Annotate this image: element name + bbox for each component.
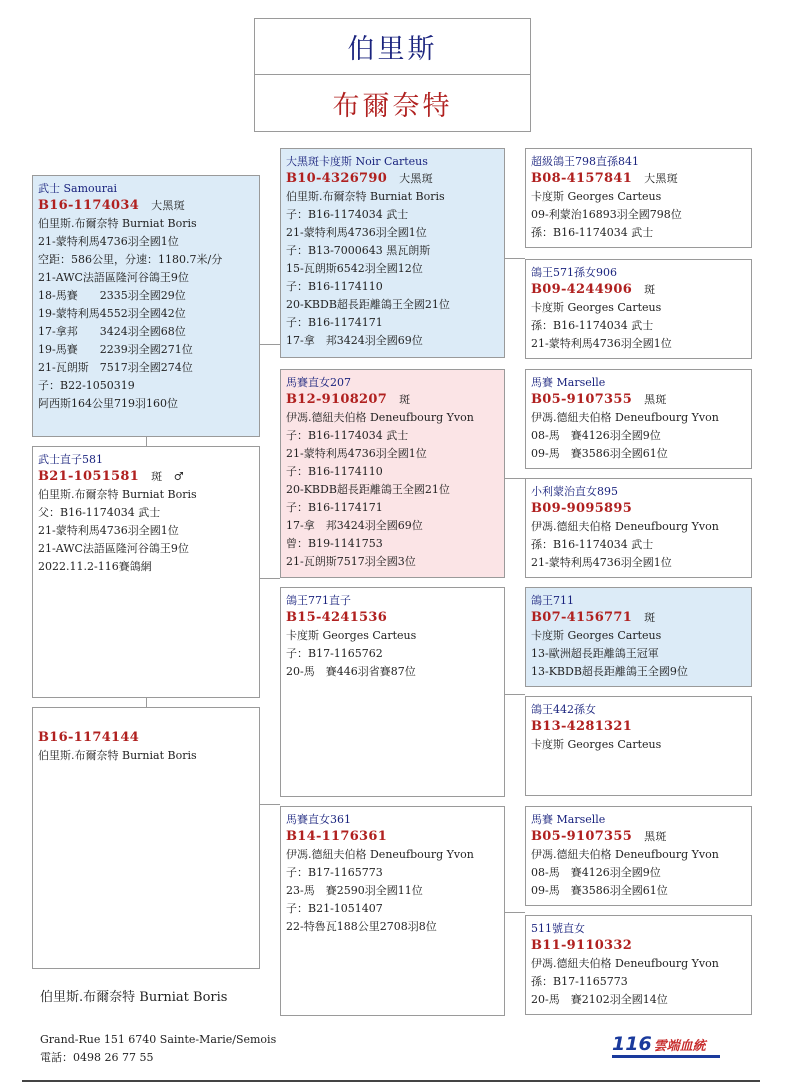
bird-name: 馬賽直女361 xyxy=(286,813,351,826)
bird-detail: 21-AWC法語區隆河谷鴿王9位 xyxy=(38,542,189,555)
title-owner-first: 伯里斯 xyxy=(255,19,530,75)
bird-detail: 子：B16-1174110 xyxy=(286,280,383,293)
bird-detail: 空距：586公里，分速：1180.7米/分 xyxy=(38,253,223,266)
site-logo xyxy=(612,1033,706,1055)
bird-detail: 子：B16-1174171 xyxy=(286,316,383,329)
ring-number: B13-4281321 xyxy=(531,719,633,734)
bird-detail: 15-瓦朗斯6542羽全國12位 xyxy=(286,262,423,275)
pedigree-g3 xyxy=(280,587,505,797)
bird-detail: 08-馬 賽4126羽全國9位 xyxy=(531,866,661,879)
bird-name: 武士 Samourai xyxy=(38,182,118,195)
pedigree-dam xyxy=(32,446,260,698)
bird-name: 511號直女 xyxy=(531,922,585,935)
owner-address: Grand-Rue 151 6740 Sainte-Marie/Semois xyxy=(40,1033,277,1046)
bird-detail: 卡度斯 Georges Carteus xyxy=(531,629,662,642)
ring-number: B16-1174034 xyxy=(38,198,140,213)
bird-name: 武士直子581 xyxy=(38,453,103,466)
bird-color: 斑 xyxy=(644,283,656,296)
logo-text: 雲端血統 xyxy=(653,1039,706,1054)
bird-detail: 伊馮.德紐夫伯格 Deneufbourg Yvon xyxy=(531,520,719,533)
pedigree-gg6 xyxy=(525,696,752,796)
connector-line xyxy=(505,478,525,479)
ring-number: B09-4244906 xyxy=(531,282,633,297)
bird-detail: 子：B13-7000643 黑瓦朗斯 xyxy=(286,244,431,257)
connector-line xyxy=(260,344,280,345)
bird-name: 馬賽 Marselle xyxy=(531,376,606,389)
bird-detail: 伯里斯.布爾奈特 Burniat Boris xyxy=(38,217,197,230)
pedigree-g2 xyxy=(280,369,505,578)
bird-name: 鴿王571孫女906 xyxy=(531,266,617,279)
pedigree-subject xyxy=(32,175,260,437)
bird-detail: 09-利蒙治16893羽全國798位 xyxy=(531,208,682,221)
connector-line xyxy=(505,258,525,259)
bird-detail: 伊馮.德紐夫伯格 Deneufbourg Yvon xyxy=(531,848,719,861)
bird-detail: 21-瓦朗斯7517羽全國3位 xyxy=(286,555,416,568)
bird-detail: 卡度斯 Georges Carteus xyxy=(531,190,662,203)
bird-detail: 卡度斯 Georges Carteus xyxy=(531,301,662,314)
owner-phone: 電話：0498 26 77 55 xyxy=(40,1051,154,1064)
bird-detail: 09-馬 賽3586羽全國61位 xyxy=(531,884,668,897)
bird-detail: 子：B22-1050319 xyxy=(38,379,135,392)
bird-detail: 伊馮.德紐夫伯格 Deneufbourg Yvon xyxy=(531,957,719,970)
bird-detail: 22-特魯瓦188公里2708羽8位 xyxy=(286,920,437,933)
ring-number: B11-9110332 xyxy=(531,938,633,953)
owner-name: 伯里斯.布爾奈特 Burniat Boris xyxy=(40,990,228,1005)
bird-detail: 子：B17-1165773 xyxy=(286,866,383,879)
bird-detail: 阿西斯164公里719羽160位 xyxy=(38,397,178,410)
bird-detail: 孫：B16-1174034 武士 xyxy=(531,319,654,332)
bird-name xyxy=(38,713,254,729)
ring-number: B12-9108207 xyxy=(286,392,388,407)
bottom-divider xyxy=(22,1080,760,1082)
pedigree-gg7 xyxy=(525,806,752,906)
bird-detail: 20-KBDB超長距離鴿王全國21位 xyxy=(286,298,450,311)
pedigree-gg1 xyxy=(525,148,752,248)
pedigree-gg5 xyxy=(525,587,752,687)
bird-detail: 卡度斯 Georges Carteus xyxy=(531,738,662,751)
bird-name: 馬賽 Marselle xyxy=(531,813,606,826)
bird-detail: 21-瓦朗斯 7517羽全國274位 xyxy=(38,361,193,374)
bird-detail: 子：B16-1174171 xyxy=(286,501,383,514)
bird-color: 大黑斑 xyxy=(399,172,433,185)
connector-line xyxy=(260,804,280,805)
bird-color: 斑 xyxy=(399,393,411,406)
bird-detail: 孫：B16-1174034 武士 xyxy=(531,538,654,551)
bird-detail: 21-蒙特利馬4736羽全國1位 xyxy=(38,235,179,248)
bird-detail: 伊馮.德紐夫伯格 Deneufbourg Yvon xyxy=(531,411,719,424)
bird-detail: 13-歐洲超長距離鴿王冠軍 xyxy=(531,647,659,660)
bird-detail: 20-馬 賽2102羽全國14位 xyxy=(531,993,668,1006)
bird-detail: 伯里斯.布爾奈特 Burniat Boris xyxy=(286,190,445,203)
bird-name: 鴿王711 xyxy=(531,594,574,607)
bird-name: 超級鴿王798直孫841 xyxy=(531,155,639,168)
ring-number: B05-9107355 xyxy=(531,829,633,844)
bird-detail: 20-KBDB超長距離鴿王全國21位 xyxy=(286,483,450,496)
bird-name: 馬賽直女207 xyxy=(286,376,351,389)
bird-detail: 伊馮.德紐夫伯格 Deneufbourg Yvon xyxy=(286,848,474,861)
bird-detail: 18-馬賽 2335羽全國29位 xyxy=(38,289,186,302)
bird-detail: 21-AWC法語區隆河谷鴿王9位 xyxy=(38,271,189,284)
pedigree-g1 xyxy=(280,148,505,358)
connector-line xyxy=(505,912,525,913)
pedigree-third xyxy=(32,707,260,969)
logo-underline xyxy=(612,1055,720,1058)
bird-name: 鴿王442孫女 xyxy=(531,703,596,716)
pedigree-g4 xyxy=(280,806,505,1016)
bird-detail: 父：B16-1174034 武士 xyxy=(38,506,161,519)
connector-line xyxy=(146,437,147,446)
logo-number: 116 xyxy=(612,1033,652,1055)
owner-contact xyxy=(40,1031,276,1067)
ring-number: B14-1176361 xyxy=(286,829,388,844)
bird-detail: 子：B16-1174034 武士 xyxy=(286,208,409,221)
connector-line xyxy=(260,578,280,579)
bird-detail: 孫：B16-1174034 武士 xyxy=(531,226,654,239)
bird-detail: 21-蒙特利馬4736羽全國1位 xyxy=(38,524,179,537)
bird-color: 斑 ♂ xyxy=(151,470,184,483)
ring-number: B07-4156771 xyxy=(531,610,633,625)
ring-number: B10-4326790 xyxy=(286,171,388,186)
bird-detail: 21-蒙特利馬4736羽全國1位 xyxy=(531,556,672,569)
bird-detail: 17-拿 邦3424羽全國69位 xyxy=(286,519,423,532)
pedigree-gg4 xyxy=(525,478,752,578)
bird-detail: 20-馬 賽446羽省賽87位 xyxy=(286,665,416,678)
bird-detail: 曾：B19-1141753 xyxy=(286,537,383,550)
ring-number: B09-9095895 xyxy=(531,501,633,516)
bird-detail: 23-馬 賽2590羽全國11位 xyxy=(286,884,423,897)
pedigree-gg8 xyxy=(525,915,752,1015)
connector-line xyxy=(146,698,147,707)
title-owner-last: 布爾奈特 xyxy=(332,91,453,122)
bird-detail: 19-蒙特利馬4552羽全國42位 xyxy=(38,307,186,320)
ring-number: B16-1174144 xyxy=(38,730,140,745)
bird-detail: 09-馬 賽3586羽全國61位 xyxy=(531,447,668,460)
bird-name: 鴿王771直子 xyxy=(286,594,351,607)
connector-line xyxy=(505,694,525,695)
bird-detail: 19-馬賽 2239羽全國271位 xyxy=(38,343,193,356)
title-box xyxy=(254,18,531,132)
bird-detail: 子：B16-1174110 xyxy=(286,465,383,478)
ring-number: B05-9107355 xyxy=(531,392,633,407)
bird-detail: 子：B16-1174034 武士 xyxy=(286,429,409,442)
bird-detail: 2022.11.2-116賽鴿網 xyxy=(38,560,152,573)
ring-number: B15-4241536 xyxy=(286,610,388,625)
bird-color: 斑 xyxy=(644,611,656,624)
bird-name: 大黑斑卡度斯 Noir Carteus xyxy=(286,155,428,168)
bird-detail: 21-蒙特利馬4736羽全國1位 xyxy=(286,447,427,460)
bird-detail: 17-拿邦 3424羽全國68位 xyxy=(38,325,186,338)
bird-color: 大黑斑 xyxy=(644,172,678,185)
bird-detail: 伯里斯.布爾奈特 Burniat Boris xyxy=(38,749,197,762)
bird-detail: 子：B17-1165762 xyxy=(286,647,383,660)
pedigree-gg2 xyxy=(525,259,752,359)
bird-color: 黑斑 xyxy=(644,830,667,843)
bird-detail: 21-蒙特利馬4736羽全國1位 xyxy=(531,337,672,350)
bird-color: 黑斑 xyxy=(644,393,667,406)
bird-detail: 伊馮.德紐夫伯格 Deneufbourg Yvon xyxy=(286,411,474,424)
bird-detail: 13-KBDB超長距離鴿王全國9位 xyxy=(531,665,688,678)
bird-color: 大黑斑 xyxy=(151,199,185,212)
bird-detail: 21-蒙特利馬4736羽全國1位 xyxy=(286,226,427,239)
bird-name: 小利蒙治直女895 xyxy=(531,485,618,498)
bird-detail: 17-拿 邦3424羽全國69位 xyxy=(286,334,423,347)
ring-number: B21-1051581 xyxy=(38,469,140,484)
ring-number: B08-4157841 xyxy=(531,171,633,186)
bird-detail: 孫：B17-1165773 xyxy=(531,975,628,988)
pedigree-gg3 xyxy=(525,369,752,469)
bird-detail: 子：B21-1051407 xyxy=(286,902,383,915)
bird-detail: 伯里斯.布爾奈特 Burniat Boris xyxy=(38,488,197,501)
bird-detail: 卡度斯 Georges Carteus xyxy=(286,629,417,642)
bird-detail: 08-馬 賽4126羽全國9位 xyxy=(531,429,661,442)
